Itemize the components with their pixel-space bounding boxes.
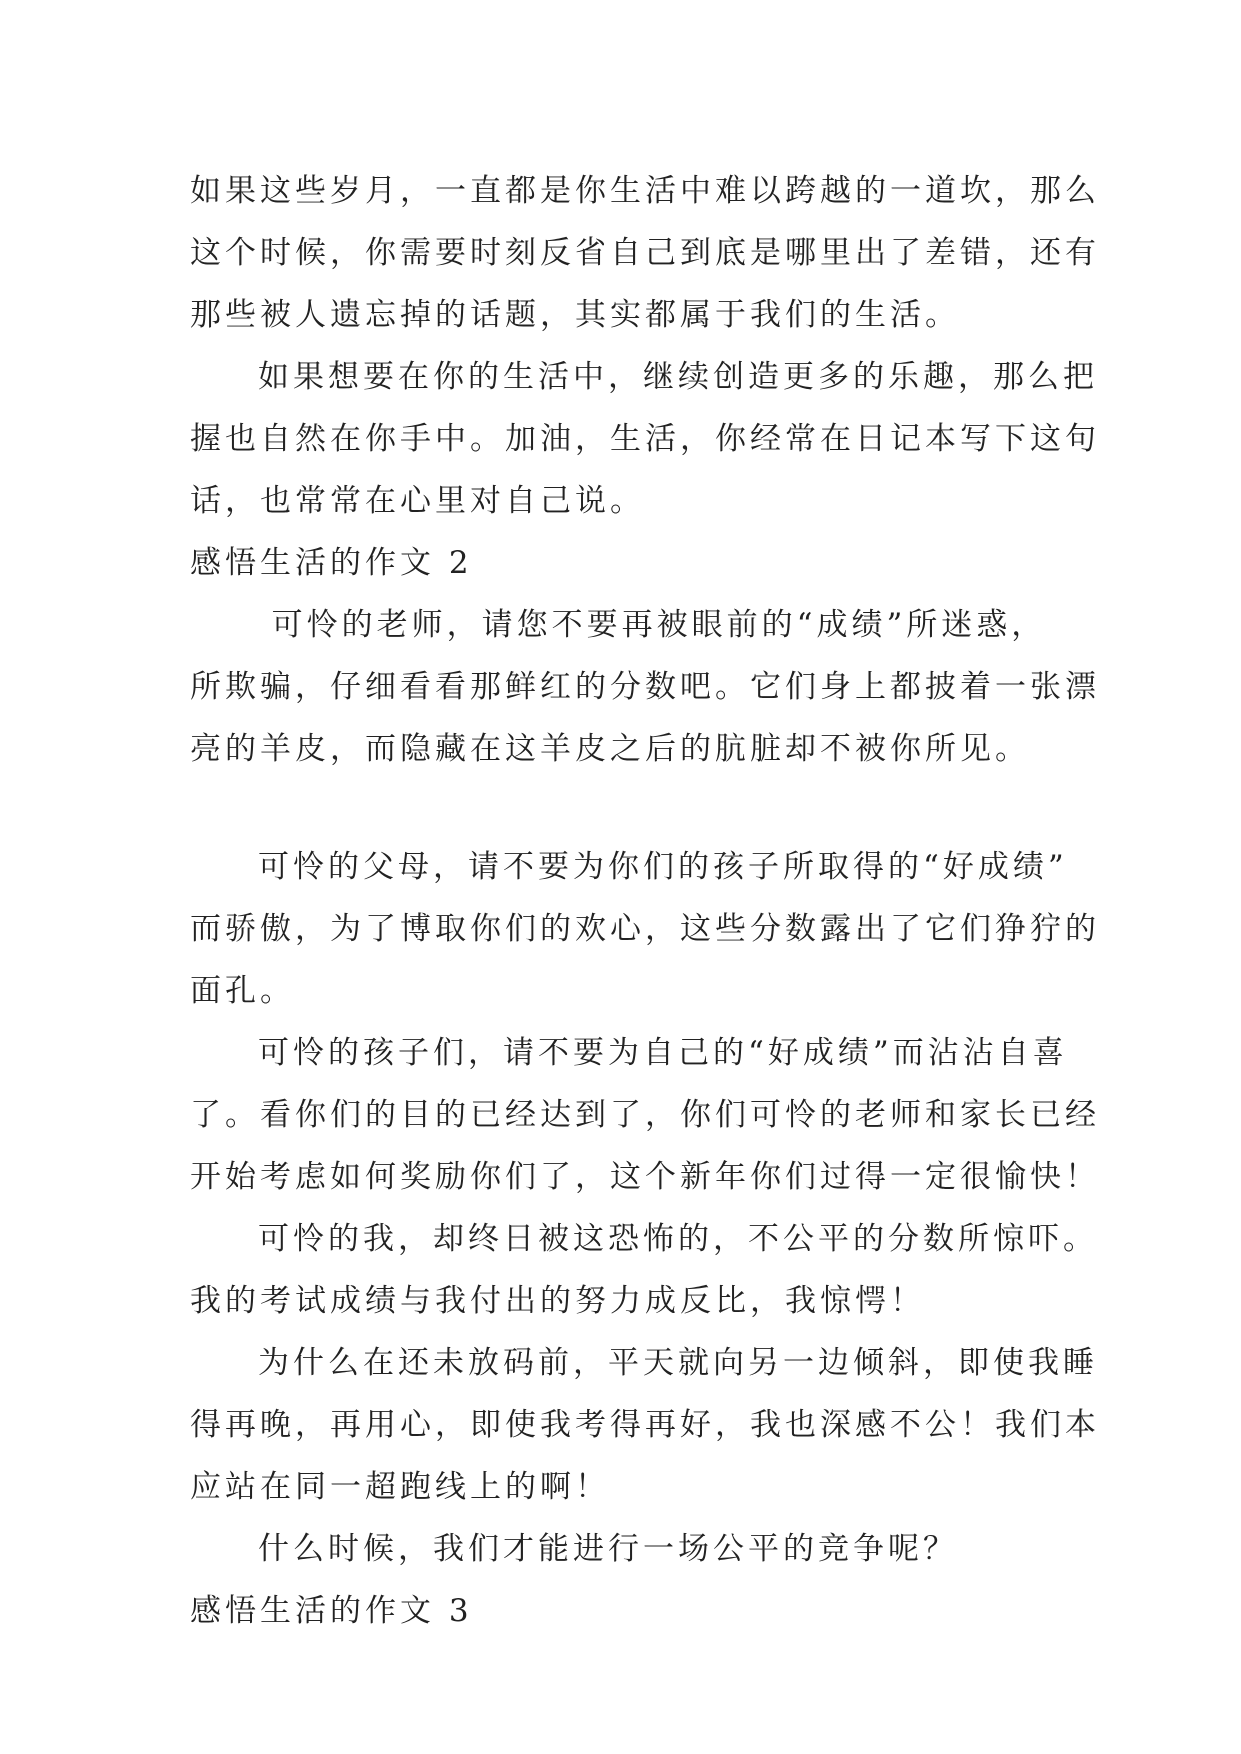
paragraph-line: 握也自然在你手中。加油，生活，你经常在日记本写下这句 xyxy=(190,421,1100,457)
paragraph-line: 如果想要在你的生活中，继续创造更多的乐趣，那么把 xyxy=(258,359,1098,395)
paragraph-line: 可怜的孩子们，请不要为自己的“好成绩”而沾沾自喜 xyxy=(258,1035,1068,1071)
paragraph-line: 亮的羊皮，而隐藏在这羊皮之后的肮脏却不被你所见。 xyxy=(190,731,1030,767)
paragraph-line: 面孔。 xyxy=(190,973,295,1009)
paragraph-line: 这个时候，你需要时刻反省自己到底是哪里出了差错，还有 xyxy=(190,235,1100,271)
paragraph xyxy=(190,1518,1070,1580)
document-body xyxy=(190,160,1100,1642)
section-heading xyxy=(190,1580,1070,1642)
paragraph-line: 可怜的父母，请不要为你们的孩子所取得的“好成绩” xyxy=(258,849,1068,885)
paragraph-line: 为什么在还未放码前，平天就向另一边倾斜，即使我睡 xyxy=(258,1345,1098,1381)
paragraph-line: 我的考试成绩与我付出的努力成反比，我惊愕！ xyxy=(190,1283,925,1319)
paragraph-line: 开始考虑如何奖励你们了，这个新年你们过得一定很愉快！ xyxy=(190,1159,1100,1195)
paragraph xyxy=(190,1022,1100,1208)
paragraph-line: 话，也常常在心里对自己说。 xyxy=(190,483,645,519)
paragraph-line: 所欺骗，仔细看看那鲜红的分数吧。它们身上都披着一张漂 xyxy=(190,669,1100,705)
paragraph xyxy=(190,1208,1098,1332)
paragraph-line: 而骄傲，为了博取你们的欢心，这些分数露出了它们狰狞的 xyxy=(190,911,1100,947)
paragraph-line: 可怜的我，却终日被这恐怖的，不公平的分数所惊吓。 xyxy=(258,1221,1098,1257)
paragraph-line: 那些被人遗忘掉的话题，其实都属于我们的生活。 xyxy=(190,297,960,333)
paragraph-line: 了。看你们的目的已经达到了，你们可怜的老师和家长已经 xyxy=(190,1097,1100,1133)
paragraph-line: 可怜的老师，请您不要再被眼前的“成绩”所迷惑， xyxy=(271,607,1047,643)
paragraph-line: 什么时候，我们才能进行一场公平的竞争呢？ xyxy=(258,1531,958,1567)
paragraph xyxy=(190,836,1100,1022)
blank-line xyxy=(190,780,1070,836)
paragraph xyxy=(190,1332,1100,1518)
section-heading xyxy=(190,532,1070,594)
paragraph-line: 得再晚，再用心，即使我考得再好，我也深感不公！我们本 xyxy=(190,1407,1100,1443)
paragraph-line: 应站在同一超跑线上的啊！ xyxy=(190,1469,610,1505)
paragraph xyxy=(190,160,1100,346)
paragraph xyxy=(190,594,1100,780)
paragraph xyxy=(190,346,1100,532)
paragraph-line: 如果这些岁月，一直都是你生活中难以跨越的一道坎，那么 xyxy=(190,173,1100,209)
heading-text: 感悟生活的作文 3 xyxy=(190,1593,473,1629)
heading-text: 感悟生活的作文 2 xyxy=(190,545,473,581)
